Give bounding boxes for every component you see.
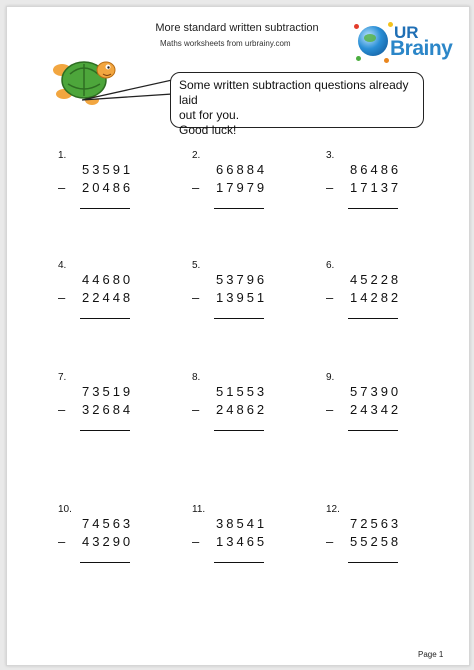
minus-sign: – [326, 180, 334, 195]
subtrahend: 17979 [216, 180, 268, 195]
answer-line [348, 562, 398, 563]
problem-number: 7. [58, 372, 67, 383]
problem-number: 12. [326, 504, 340, 515]
problem-8 [192, 372, 302, 452]
logo-text-brainy: Brainy [390, 37, 453, 60]
subtrahend: 24862 [216, 402, 268, 417]
subtrahend: 13465 [216, 534, 268, 549]
minuend: 72563 [350, 516, 402, 531]
page-subtitle: Maths worksheets from urbrainy.com [160, 39, 291, 48]
minus-sign: – [192, 180, 200, 195]
problem-3 [326, 150, 436, 230]
bubble-line: Good luck! [179, 123, 237, 137]
problem-number: 3. [326, 150, 335, 161]
problem-12 [326, 504, 436, 584]
problem-number: 5. [192, 260, 201, 271]
globe-icon [358, 26, 388, 56]
answer-line [80, 562, 130, 563]
minuend: 51553 [216, 384, 268, 399]
subtrahend: 55258 [350, 534, 402, 549]
problem-number: 2. [192, 150, 201, 161]
logo-dot [384, 58, 389, 63]
minus-sign: – [58, 402, 66, 417]
answer-line [348, 208, 398, 209]
answer-line [214, 430, 264, 431]
minuend: 53591 [82, 162, 134, 177]
problem-7 [58, 372, 168, 452]
answer-line [80, 208, 130, 209]
problem-number: 9. [326, 372, 335, 383]
logo-text-ur: UR [394, 23, 419, 42]
bubble-line: Some written subtraction questions already laid [179, 78, 409, 107]
subtrahend: 22448 [82, 290, 134, 305]
minus-sign: – [192, 534, 200, 549]
answer-line [348, 318, 398, 319]
answer-line [214, 208, 264, 209]
answer-line [214, 562, 264, 563]
problem-6 [326, 260, 436, 340]
minuend: 44680 [82, 272, 134, 287]
problem-number: 6. [326, 260, 335, 271]
speech-bubble [170, 72, 424, 137]
minuend: 45228 [350, 272, 402, 287]
subtrahend: 32684 [82, 402, 134, 417]
problem-number: 10. [58, 504, 72, 515]
minuend: 73519 [82, 384, 134, 399]
problem-2 [192, 150, 302, 230]
answer-line [80, 430, 130, 431]
subtrahend: 20486 [82, 180, 134, 195]
urbrainy-logo [354, 20, 464, 70]
minus-sign: – [58, 290, 66, 305]
bubble-text [179, 78, 419, 138]
minus-sign: – [326, 402, 334, 417]
subtrahend: 14282 [350, 290, 402, 305]
subtrahend: 13951 [216, 290, 268, 305]
subtrahend: 17137 [350, 180, 402, 195]
minus-sign: – [192, 290, 200, 305]
logo-dot [388, 22, 393, 27]
problem-number: 8. [192, 372, 201, 383]
page-number: Page 1 [418, 650, 444, 659]
minuend: 86486 [350, 162, 402, 177]
problem-4 [58, 260, 168, 340]
minuend: 66884 [216, 162, 268, 177]
problem-10 [58, 504, 168, 584]
speech-pointer [82, 78, 174, 108]
logo-dot [356, 56, 361, 61]
subtrahend: 43290 [82, 534, 134, 549]
minus-sign: – [58, 534, 66, 549]
answer-line [348, 430, 398, 431]
problem-11 [192, 504, 302, 584]
problem-number: 11. [192, 504, 206, 515]
problem-1 [58, 150, 168, 230]
minuend: 38541 [216, 516, 268, 531]
minuend: 57390 [350, 384, 402, 399]
bubble-line: out for you. [179, 108, 240, 122]
minuend: 74563 [82, 516, 134, 531]
answer-line [214, 318, 264, 319]
problem-number: 1. [58, 150, 67, 161]
subtrahend: 24342 [350, 402, 402, 417]
answer-line [80, 318, 130, 319]
page-title: More standard written subtraction [155, 22, 319, 34]
problem-9 [326, 372, 436, 452]
minus-sign: – [326, 290, 334, 305]
problem-number: 4. [58, 260, 67, 271]
minuend: 53796 [216, 272, 268, 287]
problem-5 [192, 260, 302, 340]
minus-sign: – [326, 534, 334, 549]
logo-dot [354, 24, 359, 29]
minus-sign: – [192, 402, 200, 417]
minus-sign: – [58, 180, 66, 195]
